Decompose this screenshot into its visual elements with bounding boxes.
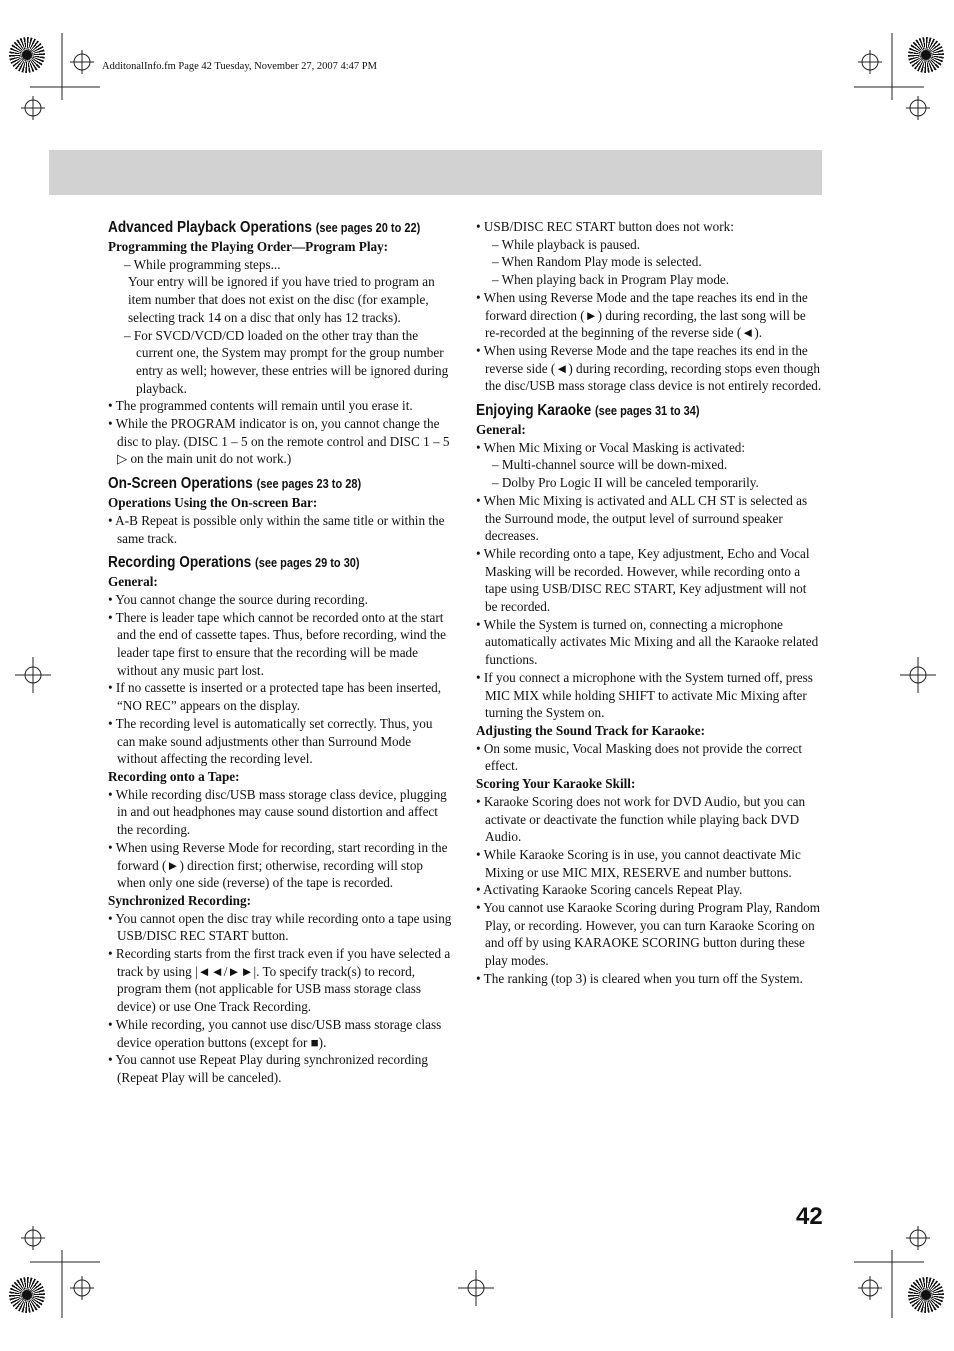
- bullet-item: • Recording starts from the first track even if you have selected a track by using |◄◄/►►|. To specify track(s) to record, program them (not applicable for USB mass storage class device) or use One Track Recording.: [108, 946, 451, 1015]
- page-reference: (see pages 31 to 34): [595, 404, 700, 419]
- bullet-item: • While Karaoke Scoring is in use, you cannot deactivate Mic Mixing or use MIC MIX, RESERVE and number buttons.: [476, 846, 801, 880]
- subheading: Synchronized Recording:: [108, 892, 251, 908]
- section-heading: [108, 218, 452, 238]
- subheading: General:: [108, 574, 158, 590]
- dash-item: – Multi-channel source will be down-mixed.: [492, 457, 728, 473]
- bullet-item: • While the PROGRAM indicator is on, you cannot change the disc to play. (DISC 1 – 5 on the remote control and DISC 1 – 5 ▷ on the main unit do not work.): [108, 416, 450, 467]
- bullet-item: • While the System is turned on, connecting a microphone automatically activates Mic Mixing and all the Karaoke related functions.: [476, 616, 819, 668]
- left-column: [108, 218, 454, 1087]
- subheading: Scoring Your Karaoke Skill:: [476, 776, 636, 792]
- subheading: Recording onto a Tape:: [108, 768, 240, 784]
- page-reference: (see pages 29 to 30): [255, 556, 360, 571]
- subheading: General:: [476, 422, 526, 438]
- header-banner: [49, 150, 822, 195]
- paragraph: Your entry will be ignored if you have tried to program an item number that does not exist on the disc (for example, selecting track 14 on a disc that only has 12 tracks).: [128, 274, 435, 325]
- right-column: [476, 218, 822, 988]
- section-title: Recording Operations: [108, 554, 252, 572]
- bullet-item: • The programmed contents will remain until you erase it.: [108, 398, 413, 414]
- bullet-item: • There is leader tape which cannot be recorded onto at the start and the end of cassette tapes. Thus, before recording, wind the leader tape first to ensure that the recording will be made without any music part lost.: [108, 609, 446, 678]
- dash-item: – When playing back in Program Play mode.: [492, 272, 730, 288]
- bullet-item: • If no cassette is inserted or a protected tape has been inserted, “NO REC” appears on the display.: [108, 680, 442, 714]
- bullet-item: • If you connect a microphone with the System turned off, press MIC MIX while holding SHIFT to activate Mic Mixing after turning the System on.: [476, 669, 813, 721]
- bullet-item: • A-B Repeat is possible only within the same title or within the same track.: [108, 512, 445, 546]
- bullet-item: • When Mic Mixing or Vocal Masking is activated:: [476, 439, 746, 455]
- bullet-item: • While recording disc/USB mass storage class device, plugging in and out headphones may cause sound distortion and affect the recording.: [108, 786, 447, 838]
- dash-item: – Dolby Pro Logic II will be canceled temporarily.: [492, 475, 759, 491]
- bullet-item: • You cannot change the source during recording.: [108, 591, 368, 607]
- bullet-item: • You cannot use Repeat Play during synchronized recording (Repeat Play will be canceled).: [108, 1052, 428, 1085]
- dash-item: – While playback is paused.: [492, 236, 641, 252]
- section-title: Advanced Playback Operations: [108, 219, 312, 236]
- page-number: 42: [796, 1203, 823, 1230]
- section-heading: [108, 553, 452, 573]
- bullet-item: • When using Reverse Mode and the tape reaches its end in the forward direction (►) during recording, the last song will be re-recorded at the beginning of the reverse side (◄).: [476, 289, 808, 341]
- bullet-item: • USB/DISC REC START button does not work:: [476, 219, 734, 234]
- bullet-item: • Activating Karaoke Scoring cancels Repeat Play.: [476, 882, 743, 898]
- section-heading: [476, 401, 820, 421]
- bullet-item: • While recording onto a tape, Key adjustment, Echo and Vocal Masking will be recorded. However, while recording onto a tape using USB/DISC REC START, Key adjustment will not be recorded.: [476, 545, 810, 615]
- bullet-item: • The recording level is automatically set correctly. Thus, you can make sound adjustments other than Surround Mode without affecting the recording level.: [108, 715, 433, 767]
- bullet-item: • Karaoke Scoring does not work for DVD Audio, but you can activate or deactivate the function while playing back DVD Audio.: [476, 793, 806, 845]
- bullet-item: • When using Reverse Mode for recording, start recording in the forward (►) direction first; otherwise, recording will stop when only one side (reverse) of the tape is recorded.: [108, 839, 448, 891]
- bullet-item: • While recording, you cannot use disc/USB mass storage class device operation buttons (except for ■).: [108, 1016, 442, 1050]
- page-reference: (see pages 23 to 28): [256, 477, 362, 492]
- bullet-item: • You cannot use Karaoke Scoring during Program Play, Random Play, or recording. However, you can turn Karaoke Scoring on and off by using KARAOKE SCORING button during these play modes.: [476, 900, 821, 969]
- bullet-item: • When Mic Mixing is activated and ALL CH ST is selected as the Surround mode, the output level of surround speaker decreases.: [476, 492, 808, 544]
- bullet-item: • You cannot open the disc tray while recording onto a tape using USB/DISC REC START button.: [108, 910, 452, 944]
- bullet-item: • The ranking (top 3) is cleared when you turn off the System.: [476, 970, 803, 986]
- section-heading: [108, 474, 452, 494]
- subheading: Operations Using the On-screen Bar:: [108, 495, 318, 511]
- dash-item: – When Random Play mode is selected.: [492, 254, 702, 270]
- section-title: On-Screen Operations: [108, 475, 253, 493]
- subheading: Programming the Playing Order—Program Play:: [108, 239, 389, 254]
- bullet-item: • When using Reverse Mode and the tape reaches its end in the reverse side (◄) during recording, recording stops even though the disc/USB mass storage class device is not entirely recorded.: [476, 342, 822, 394]
- bullet-item: • On some music, Vocal Masking does not provide the correct effect.: [476, 740, 803, 774]
- dash-item: – While programming steps...: [124, 256, 281, 272]
- file-slug: AdditonalInfo.fm Page 42 Tuesday, November 27, 2007 4:47 PM: [102, 61, 377, 72]
- page-reference: (see pages 20 to 22): [315, 221, 421, 235]
- subheading: Adjusting the Sound Track for Karaoke:: [476, 722, 705, 738]
- section-title: Enjoying Karaoke: [476, 402, 592, 420]
- dash-item: – For SVCD/VCD/CD loaded on the other tray than the current one, the System may prompt for the group number entry as well; however, these entries will be ignored during playback.: [124, 327, 449, 396]
